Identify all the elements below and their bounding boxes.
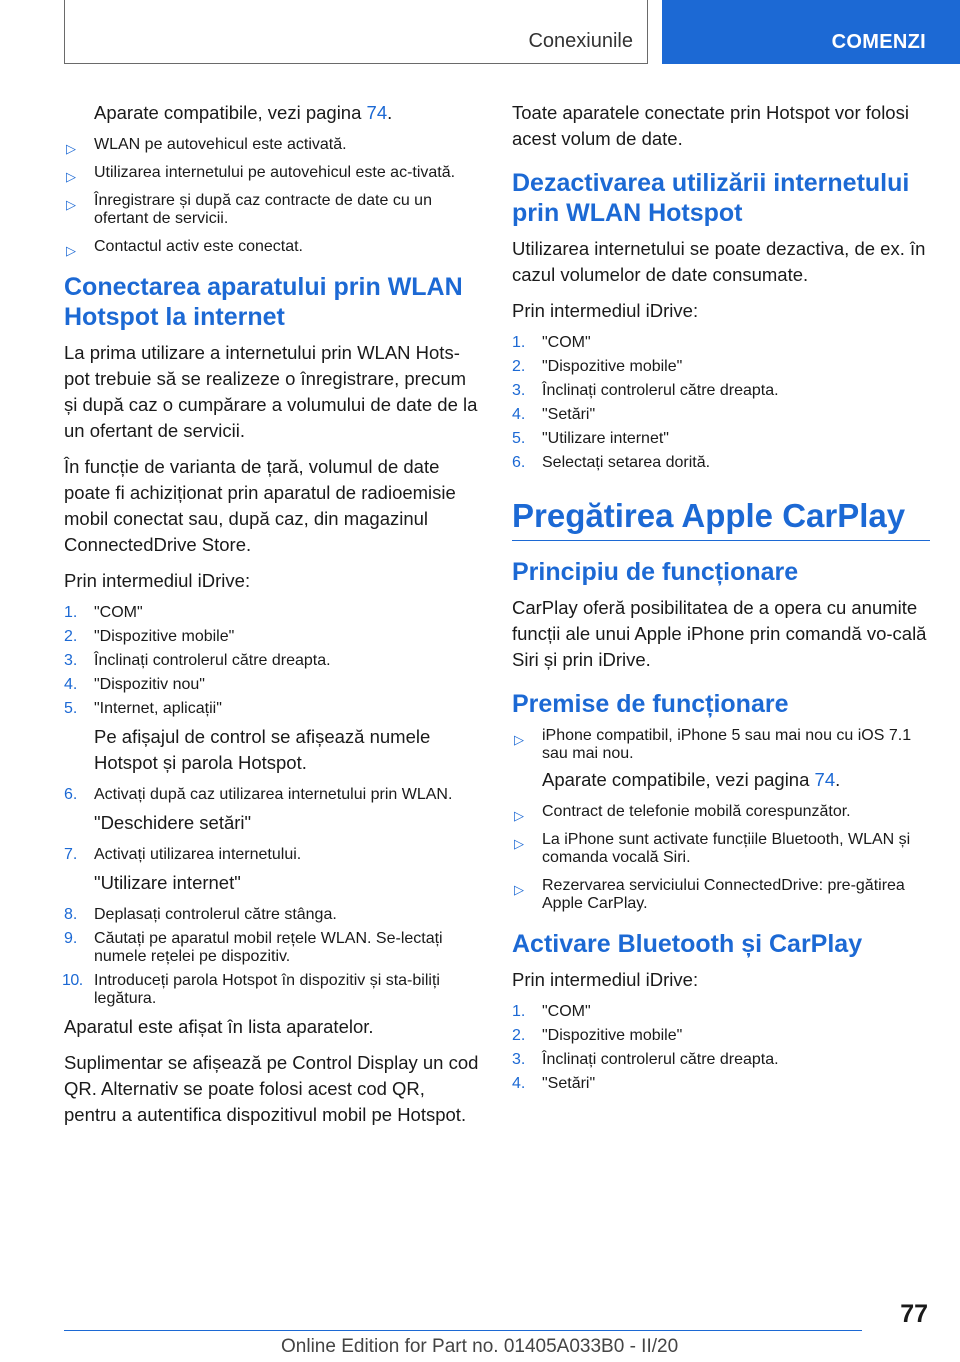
- step-item: 2. "Dispozitive mobile": [512, 358, 683, 375]
- step-item: 7. Activați utilizarea internetului.: [64, 846, 302, 863]
- header-tab-comenzi[interactable]: [662, 0, 960, 64]
- paragraph: Aparatul este afișat în lista aparatelor.: [64, 1016, 374, 1037]
- step-item: 5. "Internet, aplicații": [64, 700, 222, 717]
- heading-connect-hotspot: Conectarea aparatului prin WLAN Hotspot la internet: [64, 273, 463, 331]
- step-item: 4. "Setări": [512, 406, 596, 423]
- step-item: 1. "COM": [512, 1003, 591, 1020]
- step-item: 4. "Dispozitiv nou": [64, 676, 205, 693]
- header-tab-label: COMENZI: [831, 31, 926, 53]
- footer-divider: [64, 1330, 862, 1331]
- page-number: 77: [900, 1300, 928, 1328]
- compat-note: Aparate compatibile, vezi pagina 74.: [542, 769, 841, 790]
- heading-premise: Premise de funcționare: [512, 690, 789, 718]
- triangle-bullet-icon: ▷: [514, 882, 524, 897]
- header-section-label: Conexiunile: [528, 30, 633, 52]
- compat-note: Aparate compatibile, vezi pagina 74.: [94, 102, 393, 123]
- step-item: 2. "Dispozitive mobile": [64, 628, 235, 645]
- paragraph: În funcție de varianta de țară, volumul de date poate fi achiziționat prin aparatul de radioemisie mobil conectat sau, după caz, din magazinul ConnectedDrive Store.: [64, 456, 456, 555]
- edition-note: Online Edition for Part no. 01405A033B0 - II/20: [281, 1336, 679, 1357]
- step-note: "Utilizare internet": [94, 872, 241, 893]
- heading-deactivate: Dezactivarea utilizării internetului prin WLAN Hotspot: [512, 169, 910, 227]
- list-item: ▷ Contract de telefonie mobilă corespunzător.: [512, 803, 930, 821]
- step-item: 6. Selectați setarea dorită.: [512, 454, 711, 471]
- step-item: 5. "Utilizare internet": [512, 430, 669, 447]
- left-column: [64, 100, 482, 1138]
- triangle-bullet-icon: ▷: [66, 141, 76, 156]
- paragraph: Prin intermediul iDrive:: [64, 570, 251, 591]
- triangle-bullet-icon: ▷: [514, 836, 524, 851]
- heading-activate: Activare Bluetooth și CarPlay: [512, 930, 863, 958]
- header-section: [64, 0, 648, 64]
- list-item: ▷ WLAN pe autovehicul este activată.: [64, 136, 482, 154]
- step-item: 3. Înclinați controlerul către dreapta.: [512, 382, 779, 399]
- step-item: 4. "Setări": [512, 1075, 596, 1092]
- list-item: ▷ Rezervarea serviciului ConnectedDrive: pre-gătirea Apple CarPlay.: [514, 877, 905, 912]
- paragraph: Prin intermediul iDrive:: [512, 300, 699, 321]
- paragraph: Toate aparatele conectate prin Hotspot vor folosi acest volum de date.: [512, 102, 909, 149]
- triangle-bullet-icon: ▷: [514, 808, 524, 823]
- paragraph: Suplimentar se afișează pe Control Display un cod QR. Alternativ se poate folosi acest cod QR, pentru a autentifica dispozitivul mobil pe Hotspot.: [64, 1052, 479, 1125]
- step-note: Pe afișajul de control se afișează numele Hotspot și parola Hotspot.: [94, 726, 431, 773]
- step-item: 1. "COM": [512, 334, 591, 351]
- triangle-bullet-icon: ▷: [66, 243, 76, 258]
- page-link[interactable]: 74: [814, 769, 836, 790]
- step-item: 6. Activați după caz utilizarea internetului prin WLAN.: [64, 786, 453, 803]
- heading-apple-carplay: Pregătirea Apple CarPlay: [512, 494, 930, 541]
- triangle-bullet-icon: ▷: [66, 169, 76, 184]
- triangle-bullet-icon: ▷: [514, 732, 524, 747]
- paragraph: CarPlay oferă posibilitatea de a opera cu anumite funcții ale unui Apple iPhone prin comandă vo-cală Siri și prin iDrive.: [512, 597, 927, 670]
- triangle-bullet-icon: ▷: [66, 197, 76, 212]
- page-link[interactable]: 74: [366, 102, 388, 123]
- right-column: [512, 100, 930, 1099]
- paragraph: Utilizarea internetului se poate dezactiva, de ex. în cazul volumelor de date consumate.: [512, 238, 926, 285]
- list-item: ▷ La iPhone sunt activate funcțiile Bluetooth, WLAN și comanda vocală Siri.: [514, 831, 911, 866]
- step-note: "Deschidere setări": [94, 812, 252, 833]
- list-item: ▷ Contactul activ este conectat.: [64, 238, 482, 256]
- step-item: 3. Înclinați controlerul către dreapta.: [512, 1051, 779, 1068]
- step-item: 10. Introduceți parola Hotspot în dispozitiv și sta-biliți legătura.: [62, 972, 440, 1007]
- list-item: ▷ iPhone compatibil, iPhone 5 sau mai nou cu iOS 7.1 sau mai nou.: [514, 727, 912, 762]
- step-item: 2. "Dispozitive mobile": [512, 1027, 683, 1044]
- paragraph: Prin intermediul iDrive:: [512, 969, 699, 990]
- heading-principle: Principiu de funcționare: [512, 558, 799, 586]
- step-item: 8. Deplasați controlerul către stânga.: [64, 906, 337, 923]
- step-item: 1. "COM": [64, 604, 143, 621]
- paragraph: La prima utilizare a internetului prin WLAN Hots-pot trebuie să se realizeze o înregistrare, precum și după caz o cumpărare a volumului de date de la un ofertant de servicii.: [64, 342, 478, 441]
- list-item: ▷ Utilizarea internetului pe autovehicul este ac-tivată.: [64, 164, 482, 182]
- step-item: 3. Înclinați controlerul către dreapta.: [64, 652, 331, 669]
- list-item: ▷ Înregistrare și după caz contracte de date cu un ofertant de servicii.: [66, 192, 432, 227]
- step-item: 9. Căutați pe aparatul mobil rețele WLAN. Se-lectați numele rețelei pe dispozitiv.: [64, 930, 443, 965]
